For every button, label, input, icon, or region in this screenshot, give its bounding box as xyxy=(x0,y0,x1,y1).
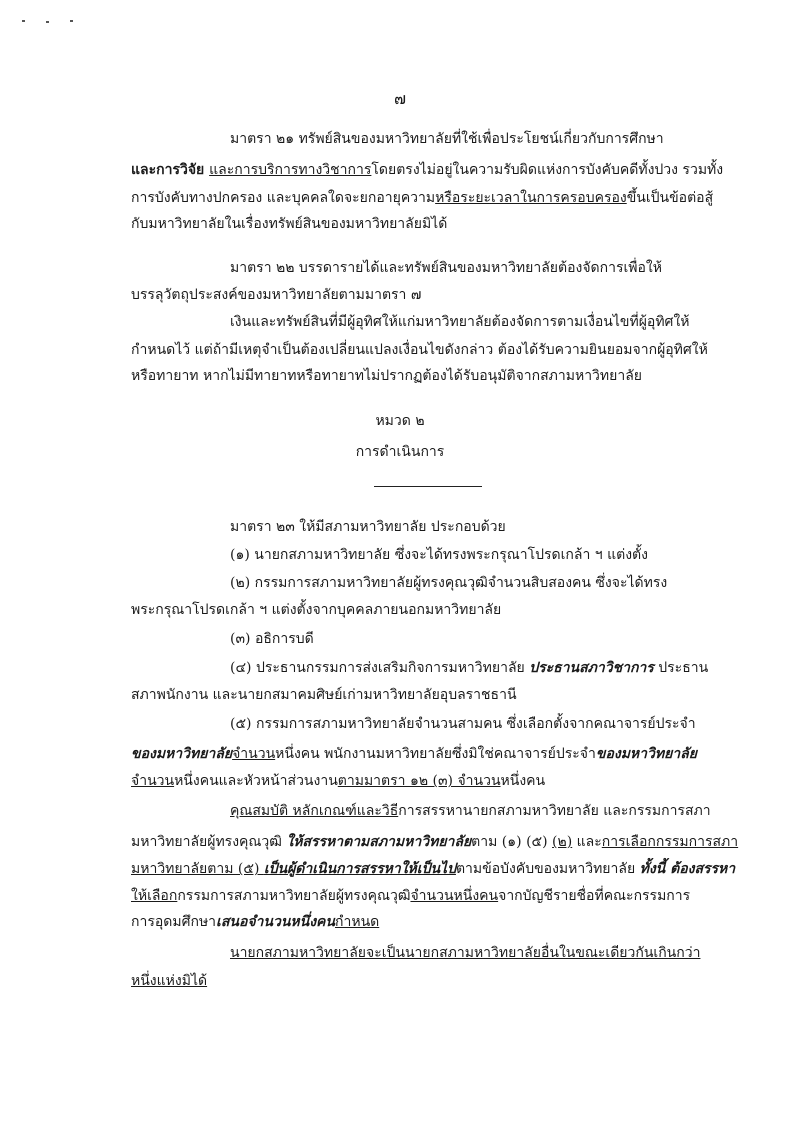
section-22-line-3: เงินและทรัพย์สินที่มีผู้อุทิศให้แก่มหาวิทยาลัยต้องจัดการตามเงื่อนไขที่ผู้อุทิศให้ xyxy=(230,314,690,330)
page-number: ๗ xyxy=(393,89,407,108)
qualifications-text: และ xyxy=(572,834,602,850)
qualifications-line-1 xyxy=(230,802,711,820)
section-23-line-1: มาตรา ๒๓ ให้มีสภามหาวิทยาลัย ประกอบด้วย xyxy=(230,519,506,535)
section-23-item-4-cont: สภาพนักงาน และนายกสมาคมศิษย์เก่ามหาวิทยาลัยอุบลราชธานี xyxy=(131,687,517,703)
qualifications-text: กรรมการสภามหาวิทยาลัยผู้ทรงคุณวุฒิ xyxy=(177,888,411,904)
president-limit-line-2: หนึ่งแห่งมิได้ xyxy=(131,973,208,989)
qualifications-text: มหาวิทยาลัยผู้ทรงคุณวุฒิ xyxy=(131,834,287,850)
section-21-line-2 xyxy=(131,161,723,179)
item-4-amendment: ประธานสภาวิชาการ xyxy=(529,660,654,676)
item-5-text: หนึ่งคน xyxy=(500,773,546,789)
qualifications-amendment: (๒) xyxy=(552,834,573,850)
item-5-amendment: จำนวน xyxy=(232,746,276,762)
scan-speck xyxy=(46,21,49,23)
section-23-item-5-cont-1 xyxy=(131,745,697,763)
qualifications-text: ตามข้อบังคับของมหาวิทยาลัย xyxy=(455,861,640,877)
qualifications-line-4 xyxy=(131,887,690,905)
section-22-line-4: กำหนดไว้ แต่ถ้ามีเหตุจำเป็นต้องเปลี่ยนแปลงเงื่อนไขดังกล่าว ต้องได้รับความยินยอมจากผู้อุทิศให้ xyxy=(131,342,708,358)
scan-speck xyxy=(70,20,73,22)
item-5-amendment: ของมหาวิทยาลัย xyxy=(131,746,233,762)
qualifications-amendment: เป็นผู้ดำเนินการสรรหาให้เป็นไป xyxy=(263,861,456,877)
qualifications-text: การอุดมศึกษา xyxy=(131,914,217,930)
section-21-text: การบังคับทางปกครอง และบุคคลใดจะยกอายุความ xyxy=(131,190,436,206)
qualifications-amendment: คุณสมบัติ หลักเกณฑ์และวิธี xyxy=(230,803,399,819)
section-22-line-2: บรรลุวัตถุประสงค์ของมหาวิทยาลัยตามมาตรา ๗ xyxy=(131,287,422,303)
section-22-line-1: มาตรา ๒๒ บรรดารายได้และทรัพย์สินของมหาวิทยาลัยต้องจัดการเพื่อให้ xyxy=(230,260,662,276)
section-23-item-1: (๑) นายกสภามหาวิทยาลัย ซึ่งจะได้ทรงพระกรุณาโปรดเกล้า ฯ แต่งตั้ง xyxy=(230,547,648,563)
qualifications-amendment: ให้สรรหาตามสภามหาวิทยาลัย xyxy=(286,834,472,850)
item-4-text: ประธาน xyxy=(653,660,709,676)
section-23-item-5-cont-2 xyxy=(131,772,545,790)
section-23-item-5: (๕) กรรมการสภามหาวิทยาลัยจำนวนสามคน ซึ่งเลือกตั้งจากคณาจารย์ประจำ xyxy=(230,716,696,732)
item-5-text: หนึ่งคนและหัวหน้าส่วนงาน xyxy=(174,773,338,789)
qualifications-amendment: เสนอจำนวนหนึ่งคน xyxy=(216,914,335,930)
qualifications-amendment: ทั้งนี้ ต้องสรรหา xyxy=(639,861,736,877)
section-21-line-1: มาตรา ๒๑ ทรัพย์สินของมหาวิทยาลัยที่ใช้เพื่อประโยชน์เกี่ยวกับการศึกษา xyxy=(230,131,664,147)
item-5-amendment: ของมหาวิทยาลัย xyxy=(595,746,697,762)
section-22-line-5: หรือทายาท หากไม่มีทายาทหรือทายาทไม่ปรากฏต้องได้รับอนุมัติจากสภามหาวิทยาลัย xyxy=(131,368,642,384)
section-21-text: โดยตรงไม่อยู่ในความรับผิดแห่งการบังคับคดีทั้งปวง รวมทั้ง xyxy=(371,162,724,178)
qualifications-amendment: จำนวนหนึ่งคน xyxy=(410,888,499,904)
qualifications-amendment: มหาวิทยาลัยตาม (๕) xyxy=(131,861,264,877)
section-21-text: ขึ้นเป็นข้อต่อสู้ xyxy=(626,190,714,206)
qualifications-text: จากบัญชีรายชื่อที่คณะกรรมการ xyxy=(498,888,691,904)
section-23-item-2-cont: พระกรุณาโปรดเกล้า ฯ แต่งตั้งจากบุคคลภายนอกมหาวิทยาลัย xyxy=(131,602,502,618)
section-23-item-2: (๒) กรรมการสภามหาวิทยาลัยผู้ทรงคุณวุฒิจำนวนสิบสองคน ซึ่งจะได้ทรง xyxy=(230,575,668,591)
scan-speck xyxy=(22,20,25,22)
item-5-amendment: จำนวน xyxy=(131,773,175,789)
section-23-item-3: (๓) อธิการบดี xyxy=(230,631,314,647)
qualifications-amendment: กำหนด xyxy=(335,914,380,930)
section-21-amendment: และการบริการทางวิชาการ xyxy=(209,162,372,178)
chapter-number: หมวด ๒ xyxy=(375,413,425,429)
qualifications-line-5 xyxy=(131,913,379,931)
qualifications-amendment: การเลือกกรรมการสภา xyxy=(601,834,739,850)
item-5-amendment: ตามมาตรา ๑๒ (๓) จำนวน xyxy=(337,773,501,789)
section-21-line-4: กับมหาวิทยาลัยในเรื่องทรัพย์สินของมหาวิทยาลัยมิได้ xyxy=(131,216,448,232)
qualifications-line-3 xyxy=(131,860,735,878)
section-21-line-3 xyxy=(131,189,713,207)
qualifications-line-2 xyxy=(131,833,738,851)
president-limit-line-1: นายกสภามหาวิทยาลัยจะเป็นนายกสภามหาวิทยาลัยอื่นในขณะเดียวกันเกินกว่า xyxy=(230,945,701,961)
section-21-amendment: หรือระยะเวลาในการครอบครอง xyxy=(435,190,627,206)
qualifications-amendment: ให้เลือก xyxy=(131,888,178,904)
qualifications-text: ตาม (๑) (๕) xyxy=(471,834,553,850)
section-21-text: และการวิจัย xyxy=(131,162,210,178)
chapter-title: การดำเนินการ xyxy=(355,444,445,460)
chapter-divider xyxy=(374,486,482,487)
item-4-text: (๔) ประธานกรรมการส่งเสริมกิจการมหาวิทยาลัย xyxy=(230,660,530,676)
section-23-item-4 xyxy=(230,659,708,677)
qualifications-text: การสรรหานายกสภามหาวิทยาลัย และกรรมการสภา xyxy=(398,803,711,819)
item-5-text: หนึ่งคน พนักงานมหาวิทยาลัยซึ่งมิใช่คณาจารย์ประจำ xyxy=(275,746,596,762)
